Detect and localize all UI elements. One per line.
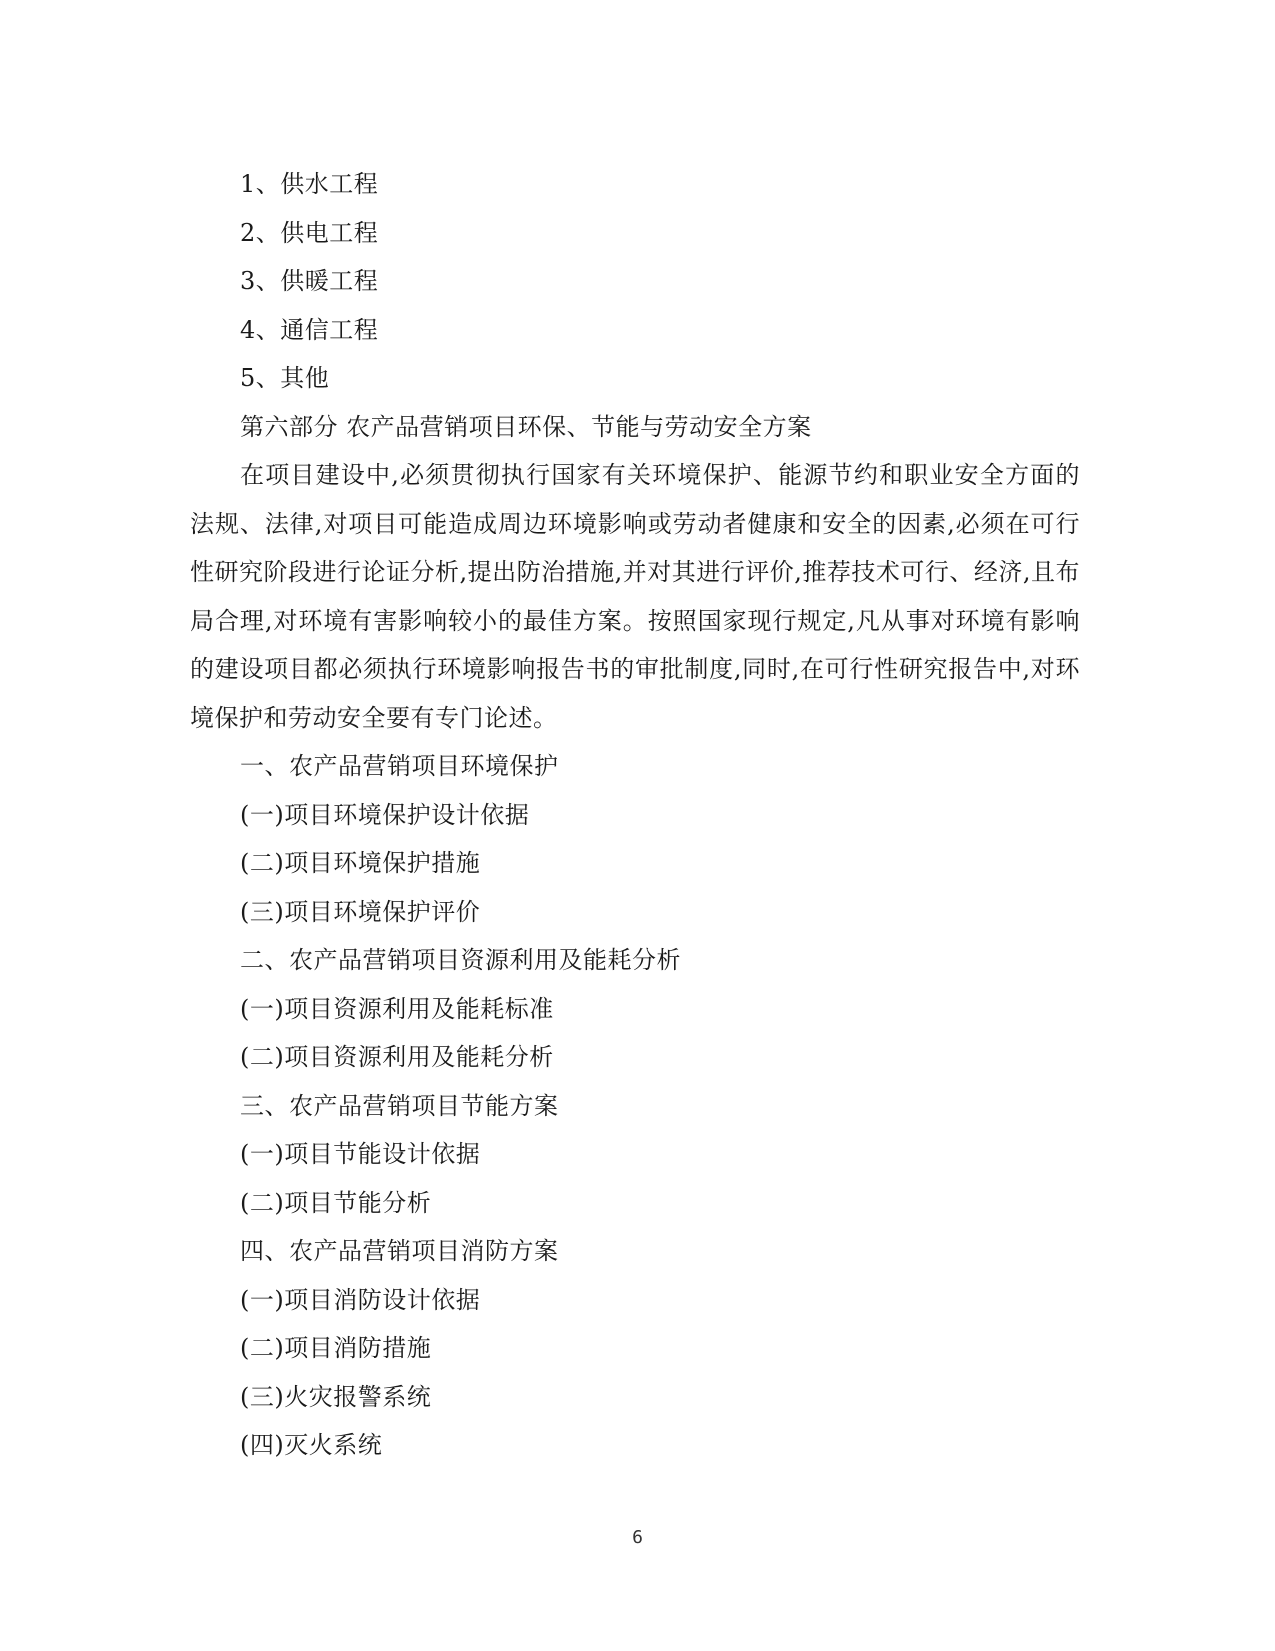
section-heading: 三、农产品营销项目节能方案	[240, 1091, 559, 1120]
section-heading: 第六部分 农产品营销项目环保、节能与劳动安全方案	[240, 412, 812, 441]
list-item: (三)火灾报警系统	[240, 1382, 432, 1411]
page-number: 6	[632, 1527, 643, 1548]
list-item: (一)项目消防设计依据	[240, 1285, 481, 1314]
list-item: 3、供暖工程	[240, 267, 379, 295]
list-item: (一)项目环境保护设计依据	[240, 800, 530, 829]
section-heading: 四、农产品营销项目消防方案	[240, 1237, 559, 1265]
list-item: (二)项目资源利用及能耗分析	[240, 1043, 554, 1071]
list-item: 5、其他	[240, 364, 330, 392]
list-item: 2、供电工程	[240, 218, 379, 247]
body-paragraph: 在项目建设中,必须贯彻执行国家有关环境保护、能源节约和职业安全方面的法规、法律,对项目可能造成周边环境影响或劳动者健康和安全的因素,必须在可行性研究阶段进行论证分析,提出防治措施,并对其进行评价,推荐技术可行、经济,且布局合理,对环境有害影响较小的最佳方案。按照国家现行规定,凡从事对环境有影响的建设项目都必须执行环境影响报告书的审批制度,同时,在可行性研究报告中,对环境保护和劳动安全要有专门论述。	[190, 461, 1081, 732]
list-item: 4、通信工程	[240, 315, 379, 344]
list-item: (三)项目环境保护评价	[240, 897, 481, 926]
list-item: (四)灭火系统	[240, 1431, 383, 1459]
list-item: 1、供水工程	[240, 170, 379, 198]
list-item: (一)项目资源利用及能耗标准	[240, 994, 554, 1023]
document-body	[190, 160, 1080, 1470]
list-item: (二)项目消防措施	[240, 1334, 432, 1362]
list-item: (二)项目环境保护措施	[240, 849, 481, 877]
list-item: (一)项目节能设计依据	[240, 1140, 481, 1168]
section-heading: 二、农产品营销项目资源利用及能耗分析	[240, 946, 681, 974]
section-heading: 一、农产品营销项目环境保护	[240, 752, 559, 780]
list-item: (二)项目节能分析	[240, 1188, 432, 1217]
